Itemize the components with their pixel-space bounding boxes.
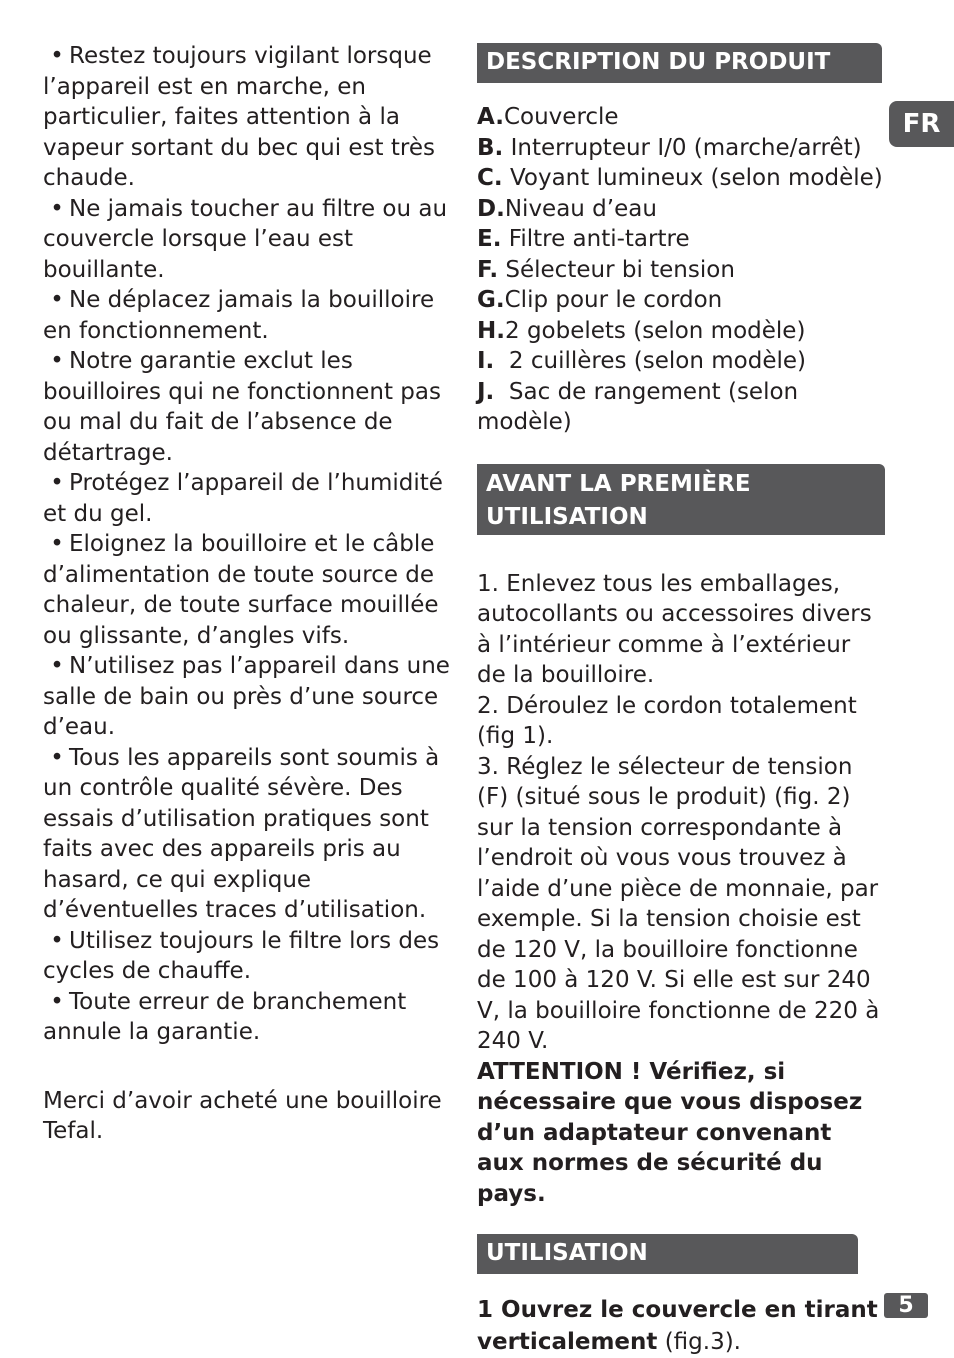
bullet-dot: •	[43, 195, 64, 222]
product-part-item: B. Interrupteur I/0 (marche/arrêt)	[477, 134, 862, 161]
safety-bullet: • Toute erreur de branchement annule la garantie.	[43, 988, 407, 1045]
section-heading-before-first-use: AVANT LA PREMIÈRE UTILISATION	[477, 464, 885, 535]
safety-bullet: • Utilisez toujours le filtre lors des cycles de chauffe.	[43, 927, 440, 984]
safety-bullet: • Tous les appareils sont soumis à un contrôle qualité sévère. Des essais d’utilisation pratiques sont faits avec des appareils pris au hasard, ce qui explique d’éventuelles traces d’utilisation.	[43, 744, 440, 923]
product-part-item: H.2 gobelets (selon modèle)	[477, 317, 806, 344]
safety-bullet: • Notre garantie exclut les bouilloires qui ne fonctionnent pas ou mal du fait de l’absence de détartrage.	[43, 348, 441, 466]
bullet-dot: •	[43, 43, 64, 69]
bullet-dot: •	[43, 348, 64, 374]
setup-step: 1. Enlevez tous les emballages, autocollants ou accessoires divers à l’intérieur comme à l’extérieur de la bouilloire.	[477, 570, 872, 688]
section-heading-usage: UTILISATION	[477, 1234, 858, 1274]
thanks-text: Merci d’avoir acheté une bouilloire Tefal.	[43, 1087, 442, 1144]
bullet-dot: •	[43, 287, 64, 313]
safety-bullet: • Protégez l’appareil de l’humidité et du gel.	[43, 470, 443, 527]
setup-step: 2. Déroulez le cordon totalement (fig 1).	[477, 692, 857, 749]
bullet-dot: •	[43, 988, 64, 1015]
product-part-item: C. Voyant lumineux (selon modèle)	[477, 165, 883, 191]
product-part-item: E. Filtre anti-tartre	[477, 226, 690, 252]
language-tab: FR	[889, 101, 954, 147]
right-column	[477, 41, 885, 1358]
page-number: 5	[884, 1293, 928, 1318]
product-part-item: F. Sélecteur bi tension	[477, 256, 735, 283]
safety-bullet: • Restez toujours vigilant lorsque l’appareil est en marche, en particulier, faites attention à la vapeur sortant du bec qui est très chaude.	[43, 43, 435, 191]
bullet-dot: •	[43, 744, 64, 771]
product-part-item: D.Niveau d’eau	[477, 195, 657, 222]
warning-text: ATTENTION ! Vérifiez, si nécessaire que vous disposez d’un adaptateur convenant aux normes de sécurité du pays.	[477, 1058, 863, 1207]
safety-bullet: • Eloignez la bouilloire et le câble d’alimentation de toute source de chaleur, de toute surface mouillée ou glissante, d’angles vifs.	[43, 531, 439, 649]
safety-bullet: • N’utilisez pas l’appareil dans une salle de bain ou près d’une source d’eau.	[43, 653, 450, 740]
setup-step: 3. Réglez le sélecteur de tension (F) (situé sous le produit) (fig. 2) sur la tension correspondante à l’endroit où vous vous trouvez à l’aide d’une pièce de monnaie, par exemple. Si la tension choisie est de 120 V, la bouilloire fonctionne de 100 à 120 V. Si elle est sur 240 V, la bouilloire fonctionne de 220 à 240 V.	[477, 753, 880, 1054]
product-part-item: G.Clip pour le cordon	[477, 287, 723, 313]
product-part-item: J. Sac de rangement (selon modèle)	[477, 378, 799, 435]
product-part-item: I. 2 cuillères (selon modèle)	[477, 348, 807, 374]
safety-bullet: • Ne déplacez jamais la bouilloire en fonctionnement.	[43, 287, 435, 344]
bullet-dot: •	[43, 470, 64, 496]
safety-bullet: • Ne jamais toucher au filtre ou au couvercle lorsque l’eau est bouillante.	[43, 195, 448, 283]
bullet-dot: •	[43, 653, 64, 679]
section-heading-description: DESCRIPTION DU PRODUIT	[477, 43, 882, 83]
product-part-item: A.Couvercle	[477, 104, 619, 130]
bullet-dot: •	[43, 927, 64, 954]
bullet-dot: •	[43, 531, 64, 557]
usage-step: 1 Ouvrez le couvercle en tirant verticalement (fig.3).	[477, 1297, 878, 1355]
left-column	[43, 41, 455, 1147]
